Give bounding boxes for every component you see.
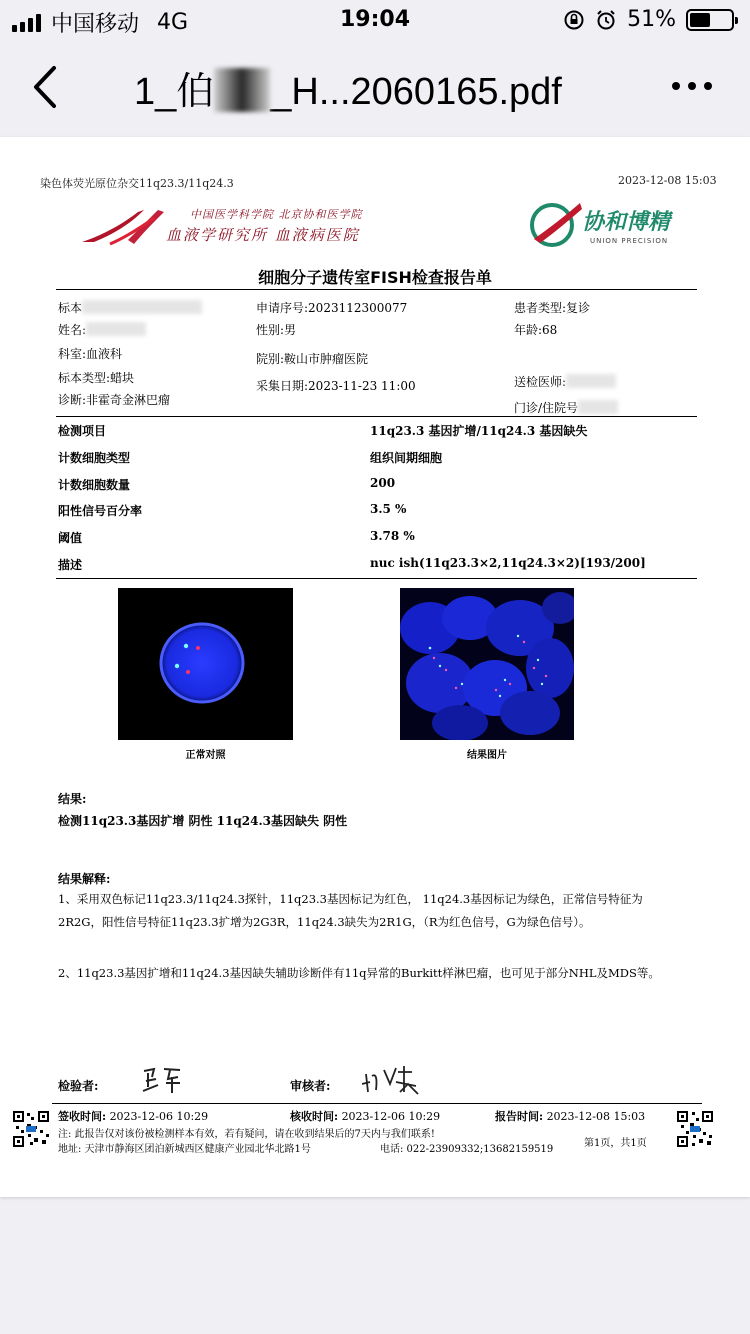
hospital-logo [80,204,400,246]
print-time: 2023-12-08 15:03 [618,174,717,187]
review-time-field [290,1108,440,1124]
report-time-value: 2023-12-08 15:03 [546,1110,646,1123]
result-image-caption: 结果图片 [467,750,507,761]
title-suffix: _H...2060165.pdf [270,71,562,113]
table-row-value: 3.78 % [370,529,415,544]
nav-bar [0,40,750,136]
battery-level [690,13,710,27]
interpretation-heading: 结果解释: [58,872,111,886]
table-row-label: 计数细胞类型 [58,450,131,465]
title-divider [56,289,697,290]
signature-divider [52,1103,702,1104]
union-precision-logo [524,199,694,251]
battery-percent: 51% [627,7,676,32]
hospital-emblem-icon [80,206,170,246]
clinic-no-field [514,399,618,416]
specimen-type-field: 标本类型:蜡块 [58,371,135,385]
specimen-no-field [58,299,202,316]
diagnosis-field: 诊断:非霍奇金淋巴瘤 [58,393,171,407]
table-row-value: nuc ish(11q23.3×2,11q24.3×2)[193/200] [370,556,646,570]
logo-left-line2: 血液学研究所 血液病医院 [166,226,360,244]
table-row-value: 200 [370,475,396,490]
phone-text: 电话: 022-23909332;13682159519 [380,1144,554,1155]
normal-control-image [118,588,293,740]
collect-date-field: 采集日期:2023-11-23 11:00 [256,379,416,393]
redacted-doctor [566,374,616,388]
review-time-value: 2023-12-06 10:29 [341,1110,441,1123]
carrier-label: 中国移动 [51,12,140,37]
redacted-specimen-no [82,300,202,314]
battery-icon [686,9,734,31]
result-text: 检测11q23.3基因扩增 阴性 11q24.3基因缺失 阴性 [58,814,348,828]
normal-control-caption: 正常对照 [185,750,226,761]
pdf-page[interactable] [0,137,750,1197]
back-icon[interactable] [26,62,66,112]
more-dot [688,82,696,90]
name-field [58,321,146,338]
alarm-icon [595,9,617,31]
reviewer-signature [360,1062,430,1096]
table-row [58,422,698,448]
qr-code-icon[interactable] [676,1110,714,1148]
status-bar [0,0,750,40]
report-title: 细胞分子遗传室FISH检查报告单 [258,268,492,287]
sign-time-value: 2023-12-06 10:29 [109,1110,209,1123]
department-field: 科室:血液科 [58,347,123,361]
table-row [58,529,698,555]
union-precision-emblem-icon [524,199,584,249]
redacted-name [214,68,270,112]
address-text: 地址: 天津市静海区团泊新城西区健康产业园北华北路1号 [58,1144,311,1155]
reviewer-label: 审核者: [290,1079,331,1093]
table-row-label: 计数细胞数量 [58,477,131,492]
report-subtitle: 染色体荧光原位杂交11q23.3/11q24.3 [40,177,234,190]
interpretation-item-1: 1、采用双色标记11q23.3/11q24.3探针，11q23.3基因标记为红色， 11q24.3基因标记为绿色，正常信号特征为2R2G，阳性信号特征11q23.3扩增为2G3R，11q24.3缺失为2R1G，（R为红色信号，G为绿色信号）。 [58,892,643,929]
report-time-label: 报告时间: [495,1110,544,1123]
request-no-field: 申请序号:2023112300077 [256,301,408,315]
qr-code-icon[interactable] [12,1110,50,1148]
table-row-label: 描述 [58,558,83,572]
table-row [58,449,698,475]
document-title [134,60,562,115]
table-row-label: 阈值 [58,531,83,546]
table-divider [56,578,697,579]
inspector-label: 检验者: [58,1079,99,1093]
title-prefix: 1_伯 [134,71,215,113]
table-row [58,502,698,528]
doctor-label: 送检医师: [514,375,567,389]
specimen-no-label: 标本 [58,301,83,315]
inspector-signature [140,1065,184,1095]
table-row-label: 阳性信号百分率 [58,504,143,519]
sign-time-label: 签收时间: [58,1110,107,1123]
review-time-label: 核收时间: [290,1110,339,1123]
table-row [58,476,698,502]
hospital-field: 院别:鞍山市肿瘤医院 [256,352,369,366]
name-label: 姓名: [58,323,87,337]
info-divider [56,416,697,417]
logo-right-text: 协和博精 [582,210,671,235]
table-row-label: 检测项目 [58,424,107,438]
page-number: 第1页，共1页 [584,1138,647,1149]
orientation-lock-icon [563,9,585,31]
normal-control-cell-image [118,588,293,740]
clinic-no-label: 门诊/住院号 [514,401,579,415]
result-image [400,588,574,740]
more-dot [672,82,680,90]
redacted-name-value [86,322,146,336]
logo-right-sub: UNION PRECISION [590,237,669,245]
disclaimer-note: 注: 此报告仅对该份被检测样本有效，若有疑问，请在收到结果后的7天内与我们联系! [58,1129,435,1140]
more-dot [704,82,712,90]
clock: 19:04 [339,7,411,32]
sign-time-field [58,1108,208,1124]
sex-field: 性别:男 [256,323,297,337]
result-tissue-image [400,588,574,740]
doctor-field [514,373,616,390]
result-heading: 结果: [58,792,87,806]
table-row-value: 3.5 % [370,502,407,517]
interpretation-item-2: 2、11q23.3基因扩增和11q24.3基因缺失辅助诊断伴有11q异常的Burkitt样淋巴瘤，也可见于部分NHL及MDS等。 [58,966,660,980]
age-field: 年龄:68 [514,323,558,337]
report-time-field [495,1108,645,1124]
table-row-value: 组织间期细胞 [370,450,443,465]
more-options-button[interactable] [672,82,712,90]
table-row-value: 11q23.3 基因扩增/11q24.3 基因缺失 [370,424,588,438]
logo-left-line1: 中国医学科学院 北京协和医学院 [190,208,363,221]
redacted-clinic-no [578,400,618,414]
network-label: 4G [157,10,189,35]
patient-type-field: 患者类型:复诊 [514,301,591,315]
